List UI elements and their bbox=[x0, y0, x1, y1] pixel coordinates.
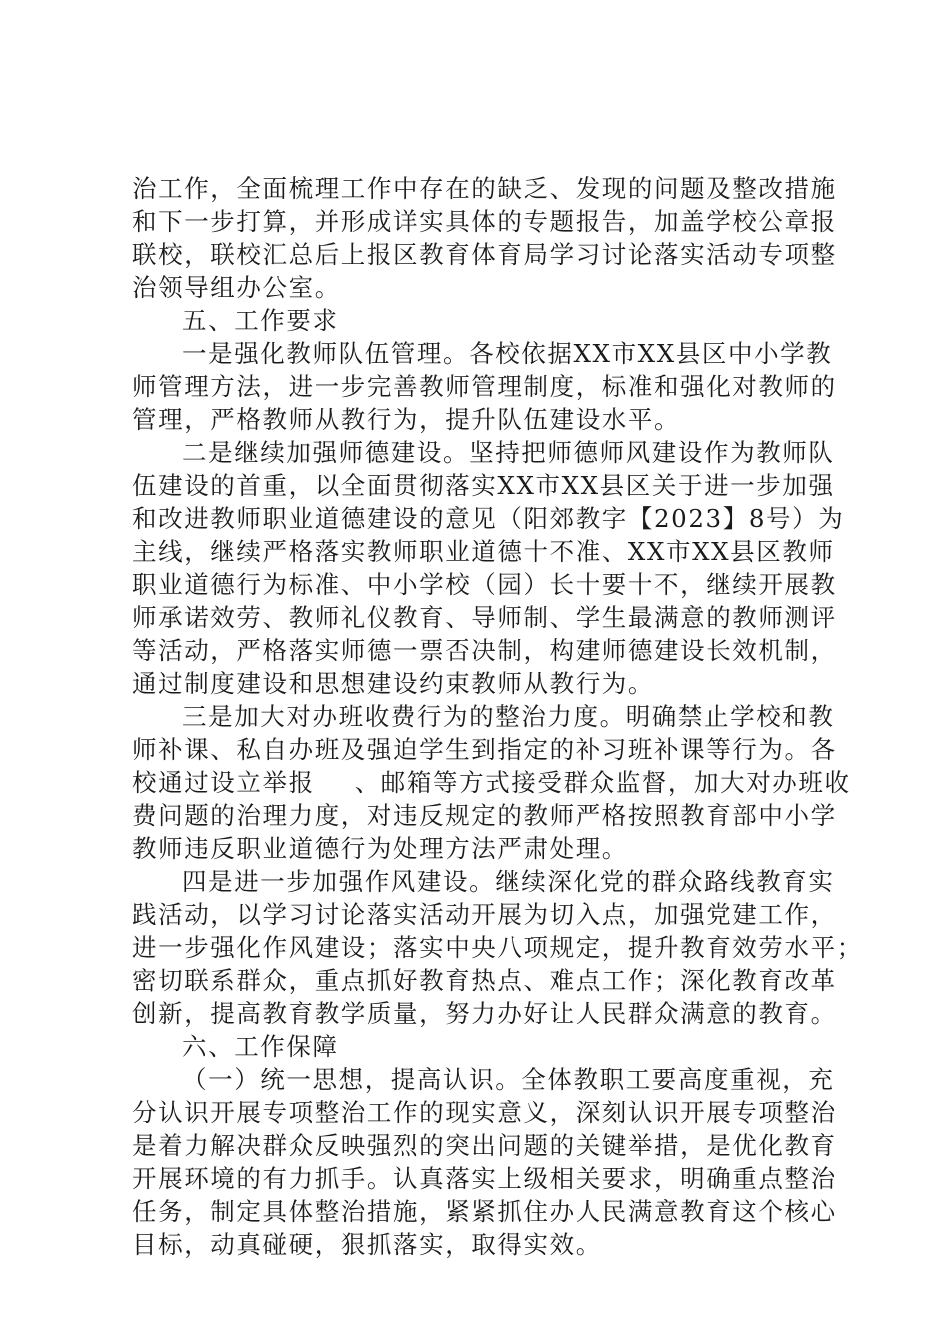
text-line: 进一步强化作风建设；落实中央八项规定，提升教育效劳水平； bbox=[132, 933, 863, 962]
text-line: 联校，联校汇总后上报区教育体育局学习讨论落实活动专项整 bbox=[132, 240, 837, 269]
text-segment: 校通过设立举报 bbox=[132, 768, 315, 797]
text-line: 四是进一步加强作风建设。继续深化党的群众路线教育实 bbox=[182, 867, 835, 896]
text-line: 任务，制定具体整治措施，紧紧抓住办人民满意教育这个核心 bbox=[132, 1197, 837, 1226]
text-line: 师管理方法，进一步完善教师管理制度，标准和强化对教师的 bbox=[132, 372, 837, 401]
section-heading-work-guarantee: 六、工作保障 bbox=[182, 1032, 339, 1061]
text-line: 和改进教师职业道德建设的意见（阳郊教字【2023】8号）为 bbox=[132, 504, 845, 533]
text-line: 师承诺效劳、教师礼仪教育、导师制、学生最满意的教师测评 bbox=[132, 603, 837, 632]
paragraph-requirement-1 bbox=[132, 337, 837, 436]
text-line: 教师违反职业道德行为处理方法严肃处理。 bbox=[132, 834, 628, 863]
text-line: 践活动，以学习讨论落实活动开展为切入点，加强党建工作， bbox=[132, 900, 837, 929]
text-line: 师补课、私自办班及强迫学生到指定的补习班补课等行为。各 bbox=[132, 735, 837, 764]
paragraph-requirement-2 bbox=[132, 436, 845, 700]
text-line: 费问题的治理力度，对违反规定的教师严格按照教育部中小学 bbox=[132, 801, 837, 830]
paragraph-continuation bbox=[132, 172, 837, 304]
text-segment: 、邮箱等方式接受群众监督，加大对办班收 bbox=[354, 768, 851, 797]
text-line: 通过制度建设和思想建设约束教师从教行为。 bbox=[132, 669, 654, 698]
document-body bbox=[132, 172, 863, 1261]
paragraph-guarantee-1 bbox=[132, 1063, 837, 1261]
paragraph-requirement-4 bbox=[132, 865, 863, 1030]
text-line: 分认识开展专项整治工作的现实意义，深刻认识开展专项整治 bbox=[132, 1098, 837, 1127]
text-line-with-gap bbox=[132, 766, 851, 799]
text-line: 一是强化教师队伍管理。各校依据XX市XX县区中小学教 bbox=[182, 339, 833, 368]
text-line: （一）统一思想，提高认识。全体教职工要高度重视，充 bbox=[182, 1065, 835, 1094]
text-line: 二是继续加强师德建设。坚持把师德师风建设作为教师队 bbox=[182, 438, 835, 467]
paragraph-requirement-3 bbox=[132, 700, 851, 865]
text-line: 主线，继续严格落实教师职业道德十不准、XX市XX县区教师 bbox=[132, 537, 835, 566]
text-line: 三是加大对办班收费行为的整治力度。明确禁止学校和教 bbox=[182, 702, 835, 731]
text-line: 目标，动真碰硬，狠抓落实，取得实效。 bbox=[132, 1230, 602, 1259]
text-line: 创新，提高教育教学质量，努力办好让人民群众满意的教育。 bbox=[132, 999, 837, 1028]
section-heading-work-requirements: 五、工作要求 bbox=[182, 306, 339, 335]
text-line: 密切联系群众，重点抓好教育热点、难点工作；深化教育改革 bbox=[132, 966, 837, 995]
text-line: 伍建设的首重，以全面贯彻落实XX市XX县区关于进一步加强 bbox=[132, 471, 835, 500]
text-line: 等活动，严格落实师德一票否决制，构建师德建设长效机制， bbox=[132, 636, 837, 665]
text-line: 开展环境的有力抓手。认真落实上级相关要求，明确重点整治 bbox=[132, 1164, 837, 1193]
text-line: 是着力解决群众反映强烈的突出问题的关键举措，是优化教育 bbox=[132, 1131, 837, 1160]
text-line: 治领导组办公室。 bbox=[132, 273, 341, 302]
text-line: 职业道德行为标准、中小学校（园）长十要十不，继续开展教 bbox=[132, 570, 837, 599]
text-line: 治工作，全面梳理工作中存在的缺乏、发现的问题及整改措施 bbox=[132, 174, 837, 203]
text-line: 和下一步打算，并形成详实具体的专题报告，加盖学校公章报 bbox=[132, 207, 837, 236]
text-line: 管理，严格教师从教行为，提升队伍建设水平。 bbox=[132, 405, 681, 434]
